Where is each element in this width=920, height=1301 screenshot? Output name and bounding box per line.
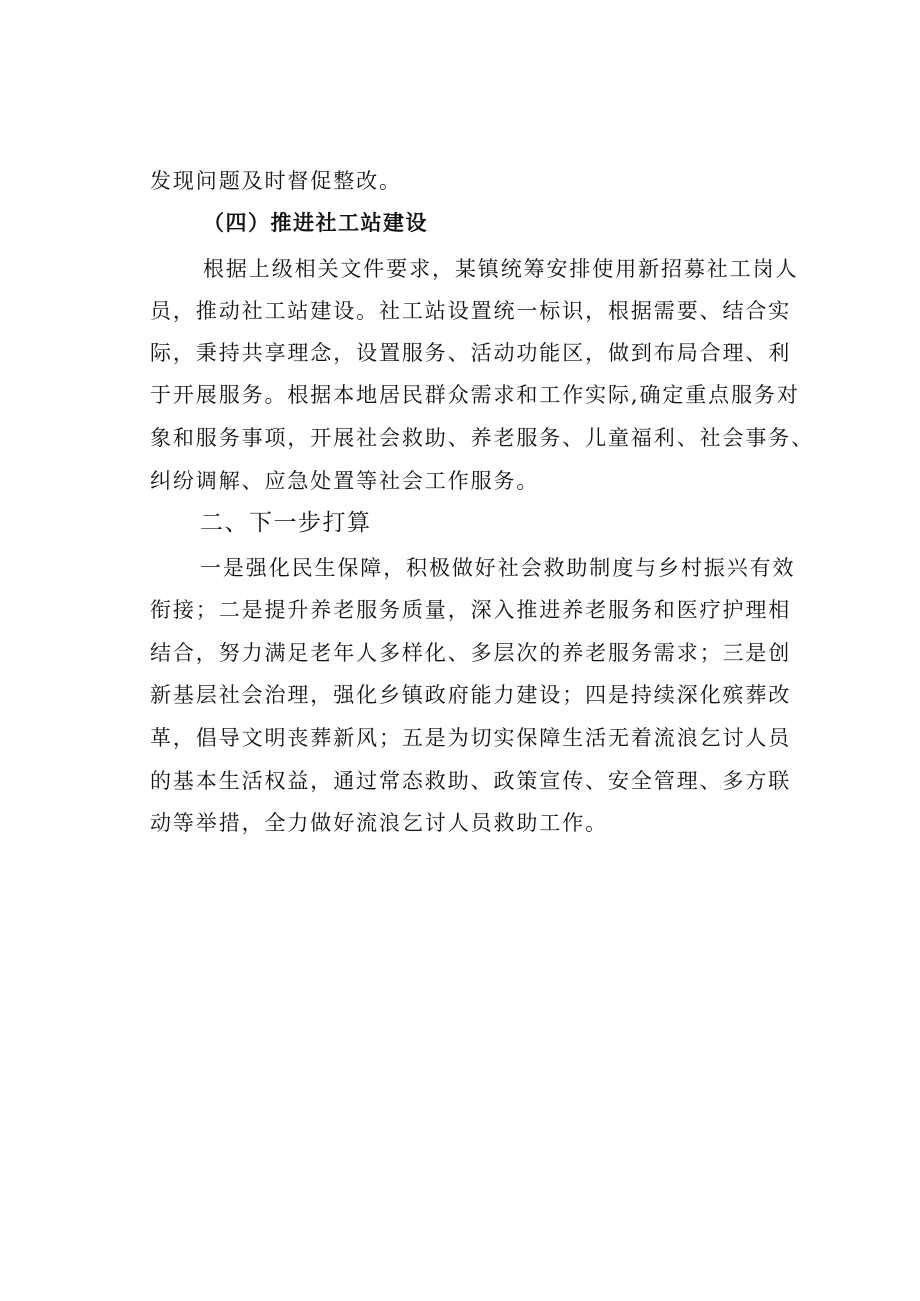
paragraph-line: 象和服务事项，开展社会救助、养老服务、儿童福利、社会事务、	[150, 426, 815, 450]
paragraph-line: 于开展服务。根据本地居民群众需求和工作实际,确定重点服务对	[150, 383, 800, 407]
paragraph-line: 根据上级相关文件要求，某镇统筹安排使用新招募社工岗人	[203, 257, 799, 281]
paragraph-continuation-line: 发现问题及时督促整改。	[150, 169, 402, 193]
paragraph-line: 衔接；二是提升养老服务质量，深入推进养老服务和医疗护理相	[150, 598, 792, 622]
paragraph-line: 结合，努力满足老年人多样化、多层次的养老服务需求；三是创	[150, 641, 792, 665]
paragraph-line: 的基本生活权益，通过常态救助、政策宣传、安全管理、多方联	[150, 769, 792, 793]
section-heading-social-work-station: （四）推进社工站建设	[203, 211, 428, 235]
paragraph-line: 动等举措，全力做好流浪乞讨人员救助工作。	[150, 811, 608, 835]
paragraph-line: 纠纷调解、应急处置等社会工作服务。	[150, 469, 540, 493]
paragraph-line: 员，推动社工站建设。社工站设置统一标识，根据需要、结合实	[150, 299, 792, 323]
paragraph-line: 际，秉持共享理念，设置服务、活动功能区，做到布局合理、利	[150, 341, 792, 365]
paragraph-line: 革，倡导文明丧葬新风；五是为切实保障生活无着流浪乞讨人员	[150, 726, 792, 750]
paragraph-line: 一是强化民生保障，积极做好社会救助制度与乡村振兴有效	[200, 556, 796, 580]
paragraph-line: 新基层社会治理，强化乡镇政府能力建设；四是持续深化殡葬改	[150, 683, 792, 707]
section-heading-next-steps: 二、下一步打算	[200, 510, 372, 536]
